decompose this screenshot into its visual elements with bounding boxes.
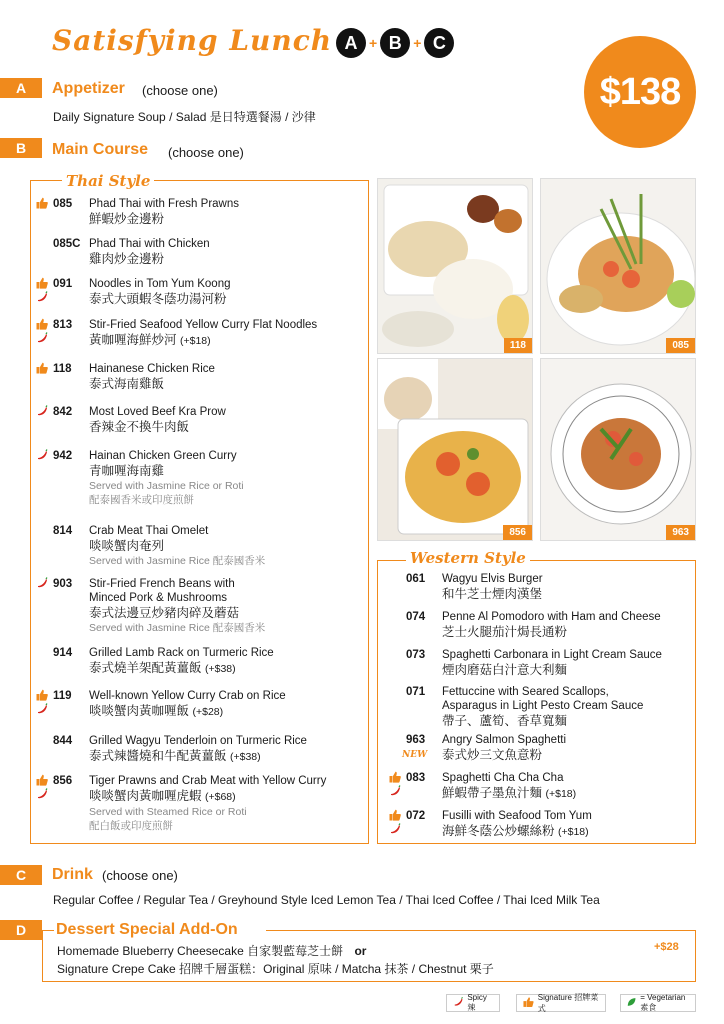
item-name-en: Phad Thai with Chicken [89,238,210,250]
item-code: 119 [53,690,72,702]
chili-icon [389,823,401,835]
item-body [89,449,371,507]
chili-icon [36,332,48,344]
item-zh-text: 泰式炒三文魚意粉 [442,748,543,762]
item-zh-text: 青咖喱海南雞 [89,464,165,478]
item-body [89,689,371,720]
item-name-zh [89,605,371,621]
item-code: 963 [406,734,426,746]
item-name-en: Noodles in Tom Yum Koong [89,278,231,290]
item-zh-text: 泰式海南雞飯 [89,377,165,391]
item-name-en: Stir-Fried Seafood Yellow Curry Flat Noodles [89,319,318,331]
item-zh-text: 啖啖蟹肉黃咖喱飯 [89,704,190,718]
drink-line: Regular Coffee / Regular Tea / Greyhound Style Iced Lemon Tea / Thai Iced Coffee / Thai Iced Milk Tea [53,893,600,907]
item-body [442,572,722,602]
chili-icon [36,405,48,417]
item-served-with: Served with Steamed Rice or Roti [89,806,247,818]
item-code: 942 [53,450,73,462]
item-code: 856 [53,775,73,787]
dessert-or: or [354,944,367,958]
item-code: 091 [53,278,73,290]
combo-a: A [336,28,366,58]
item-name-zh [89,419,371,435]
item-code: 073 [406,649,426,661]
item-name-zh [442,823,722,840]
photo-phad-thai [540,178,696,354]
item-code: 814 [53,525,73,537]
item-name-zh [89,463,371,479]
item-name-zh [442,747,722,763]
thumbs-up-icon [523,996,534,1008]
item-name-en: Well-known Yellow Curry Crab on Rice [89,690,286,702]
item-zh-text: 泰式大頭蝦冬蔭功湯河粉 [89,292,227,306]
combo-b: B [380,28,410,58]
item-body [442,610,722,640]
item-name-en: Most Loved Beef Kra Prow [89,406,226,418]
item-body [442,733,722,763]
item-zh-text: 黃咖喱海鮮炒河 [89,333,177,347]
item-name-zh [442,713,722,729]
thumbs-up-icon [36,362,48,374]
photo-angry-salmon-spaghetti [540,358,696,541]
item-addon-price: (+$18) [558,826,589,838]
item-zh-text: 帶子、蘆筍、香草寬麵 [442,714,568,728]
item-code: 072 [406,810,426,822]
chili-icon [36,291,48,303]
item-body [89,734,371,765]
item-name-en-2: Asparagus in Light Pesto Cream Sauce [442,700,644,712]
item-addon-price: (+$38) [205,663,236,675]
item-name-en: Spaghetti Carbonara in Light Cream Sauce [442,649,662,661]
item-body [89,577,371,635]
item-name-en: Hainanese Chicken Rice [89,363,215,375]
item-name-zh [89,703,371,720]
item-icons [36,362,50,376]
chili-icon [36,703,48,715]
item-name-en: Grilled Wagyu Tenderloin on Turmeric Rice [89,735,307,747]
item-name-zh [442,785,722,802]
thumbs-up-icon [389,771,401,783]
item-code: 903 [53,578,73,590]
combo-badges [336,28,454,58]
item-addon-price: (+$68) [205,791,236,803]
item-body [442,809,722,840]
item-zh-text: 泰式辣醬燒和牛配黃薑飯 [89,749,227,763]
item-name-en: Grilled Lamb Rack on Turmeric Rice [89,647,274,659]
legend-spicy-label: Spicy 辣 [467,993,487,1012]
item-name-en: Angry Salmon Spaghetti [442,734,567,746]
legend-vegetarian [620,994,696,1012]
item-served-with-zh: 配白飯或印度煎餅 [89,820,173,832]
item-addon-price: (+$18) [180,335,211,347]
legend-spicy [446,994,500,1012]
section-d-letter: D [0,920,42,940]
item-zh-text: 泰式法邊豆炒豬肉碎及蘑菇 [89,606,240,620]
item-name-en: Penne Al Pomodoro with Ham and Cheese [442,611,661,623]
leaf-icon [627,996,636,1008]
item-body [89,646,371,677]
dessert-line-2: Signature Crepe Cake 招牌千層蛋糕：Original 原味 / Matcha 抹茶 / Chestnut 栗子 [57,962,494,976]
plus-sign: + [413,35,422,51]
section-c-title: Drink [52,866,93,883]
item-icons [36,689,50,717]
section-c-letter: C [0,865,42,885]
chili-icon [389,785,401,797]
item-body [89,277,371,307]
section-d-title: Dessert Special Add-On [56,921,238,938]
item-code: 813 [53,319,73,331]
item-zh-text: 和牛芝士煙肉漢堡 [442,587,543,601]
legend-signature-label: Signature 招牌菜式 [537,993,599,1013]
thumbs-up-icon [36,277,48,289]
item-name-zh [442,624,722,640]
item-icons [36,197,50,211]
item-name-zh [89,788,371,805]
item-name-zh [89,748,371,765]
section-a-note: (choose one) [142,83,218,98]
item-zh-text: 鮮蝦帶子墨魚汁麵 [442,786,543,800]
new-badge: NEW [402,750,428,760]
item-code: 083 [406,772,426,784]
item-zh-text: 啖啖蟹肉奄列 [89,539,165,553]
page-title: Satisfying Lunch [52,24,333,57]
item-name-zh [442,662,722,678]
item-name-en-2: Minced Pork & Mushrooms [89,592,228,604]
section-b-title: Main Course [52,141,149,158]
appetizer-line: Daily Signature Soup / Salad 是日特選餐湯 / 沙律 [53,110,316,124]
item-code: 085C [53,238,81,250]
section-c-note: (choose one) [102,868,178,883]
item-name-en: Spaghetti Cha Cha Cha [442,772,564,784]
item-addon-price: (+$18) [545,788,577,800]
item-name-zh [89,660,371,677]
item-zh-text: 海鮮冬蔭公炒螺絲粉 [442,824,555,838]
combo-c: C [424,28,454,58]
set-price: $138 [584,36,696,148]
item-name-zh [89,291,371,307]
item-body [442,685,722,729]
item-name-en: Phad Thai with Fresh Prawns [89,198,239,210]
item-zh-text: 香辣金不換牛肉飯 [89,420,190,434]
photo-yellow-curry-prawns [377,358,533,541]
item-code: 074 [406,611,426,623]
photo-tag: 963 [666,525,695,540]
western-style-label: Western Style [406,549,530,567]
item-name-en: Wagyu Elvis Burger [442,573,543,585]
item-code: 085 [53,198,73,210]
item-served-with: Served with Jasmine Rice or Roti [89,480,244,492]
item-code: 061 [406,573,426,585]
item-zh-text: 雞肉炒金邊粉 [89,252,165,266]
thumbs-up-icon [36,774,48,786]
item-name-zh [89,332,371,349]
item-addon-price: (+$28) [192,706,224,718]
dessert-price: +$28 [654,941,679,953]
item-icons [36,318,50,346]
item-name-zh [442,586,722,602]
plus-sign: + [369,35,378,51]
item-body [89,318,371,349]
item-body [89,237,371,267]
item-name-zh [89,251,371,267]
section-a-letter: A [0,78,42,98]
item-body [89,774,371,833]
item-name-zh [89,376,371,392]
photo-tag: 856 [503,525,532,540]
item-body [89,197,371,227]
item-icons [36,774,50,802]
item-zh-text: 鮮蝦炒金邊粉 [89,212,165,226]
item-name-en: Tiger Prawns and Crab Meat with Yellow Curry [89,775,327,787]
item-name-en: Fusilli with Seafood Tom Yum [442,810,592,822]
item-body [89,524,371,568]
item-code: 071 [406,686,426,698]
item-name-zh [89,538,371,554]
thumbs-up-icon [36,197,48,209]
item-body [442,771,722,802]
thumbs-up-icon [389,809,401,821]
section-a-title: Appetizer [52,80,125,97]
legend-signature [516,994,606,1012]
item-name-en: Crab Meat Thai Omelet [89,525,209,537]
chili-icon [453,996,463,1008]
item-name-zh [89,211,371,227]
item-body [89,405,371,435]
item-name-en: Fettuccine with Seared Scallops, [442,686,609,698]
section-b-letter: B [0,138,42,158]
item-served-with-zh: 配泰國香米或印度煎餅 [89,494,194,506]
chili-icon [36,788,48,800]
item-zh-text: 芝士火腿茄汁焗長通粉 [442,625,568,639]
item-served-with: Served with Jasmine Rice 配泰國香米 [89,622,266,634]
thumbs-up-icon [36,689,48,701]
item-icons [36,577,50,591]
photo-tag: 118 [504,338,532,353]
item-code: 842 [53,406,73,418]
item-addon-price: (+$38) [230,751,261,763]
item-name-en: Hainan Chicken Green Curry [89,450,237,462]
item-zh-text: 泰式燒羊架配黃薑飯 [89,661,202,675]
item-body [442,648,722,678]
item-icons [389,809,403,837]
item-served-with: Served with Jasmine Rice 配泰國香米 [89,555,266,567]
thumbs-up-icon [36,318,48,330]
dessert-cheesecake: Homemade Blueberry Cheesecake 自家製藍莓芝士餅 [57,944,344,958]
item-body [89,362,371,392]
item-code: 844 [53,735,73,747]
thai-style-label: Thai Style [62,172,154,190]
photo-tag: 085 [666,338,695,353]
item-zh-text: 啖啖蟹肉黃咖喱虎蝦 [89,789,202,803]
item-icons [36,277,50,305]
dessert-line-1 [57,942,366,959]
item-code: 118 [53,363,72,375]
item-icons [389,771,403,799]
legend-vegetarian-label: = Vegetarian 素食 [640,993,686,1012]
item-code: 914 [53,647,73,659]
item-icons [36,449,50,463]
section-b-note: (choose one) [168,145,244,160]
item-zh-text: 煙肉磨菇白汁意大利麵 [442,663,568,677]
item-name-en: Stir-Fried French Beans with [89,578,235,590]
photo-hainanese-chicken-rice [377,178,533,354]
item-icons [36,405,50,419]
chili-icon [36,449,48,461]
chili-icon [36,577,48,589]
